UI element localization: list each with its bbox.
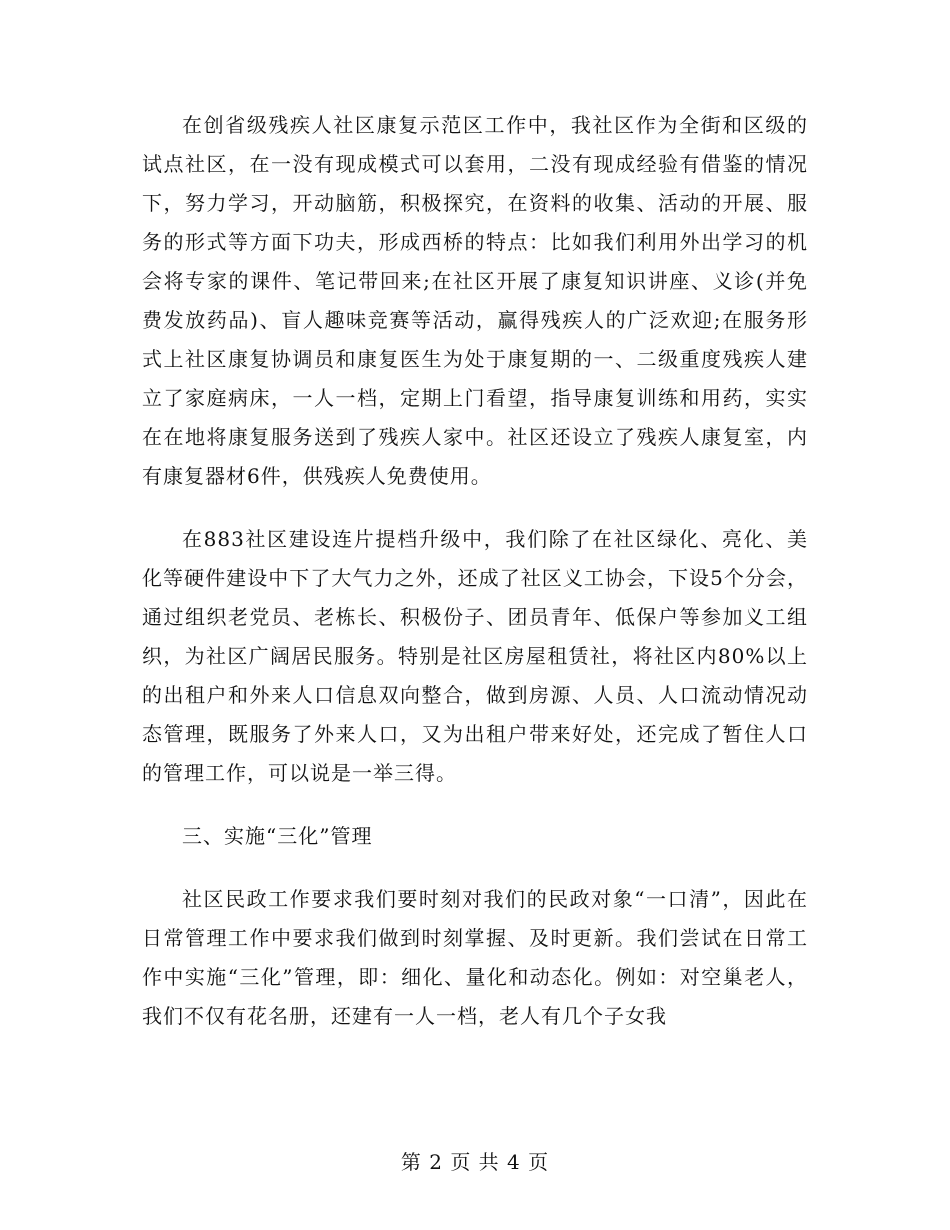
section-heading-three-management: 三、实施“三化”管理	[182, 824, 373, 848]
paragraph-community-upgrade: 在883社区建设连片提档升级中，我们除了在社区绿化、亮化、美化等硬件建设中下了大气力之外，还成了社区义工协会，下设5个分会，通过组织老党员、老栋长、积极份子、团员青年、低保户等参加义工组织，为社区广阔居民服务。特别是社区房屋租赁社，将社区内80%以上的出租户和外来人口信息双向整合，做到房源、人员、人口流动情况动态管理，既服务了外来人口，又为出租户带来好处，还完成了暂住人口的管理工作，可以说是一举三得。	[142, 527, 808, 785]
paragraph-rehab-demonstration: 在创省级残疾人社区康复示范区工作中，我社区作为全街和区级的试点社区，在一没有现成模式可以套用，二没有现成经验有借鉴的情况下，努力学习，开动脑筋，积极探究，在资料的收集、活动的开展、服务的形式等方面下功夫，形成西桥的特点：比如我们利用外出学习的机会将专家的课件、笔记带回来;在社区开展了康复知识讲座、义诊(并免费发放药品)、盲人趣味竞赛等活动，赢得残疾人的广泛欢迎;在服务形式上社区康复协调员和康复医生为处于康复期的一、二级重度残疾人建立了家庭病床，一人一档，定期上门看望，指导康复训练和用药，实实在在地将康复服务送到了残疾人家中。社区还设立了残疾人康复室，内有康复器材6件，供残疾人免费使用。	[142, 113, 808, 488]
paragraph-civil-affairs: 社区民政工作要求我们要时刻对我们的民政对象“一口清”，因此在日常管理工作中要求我们做到时刻掌握、及时更新。我们尝试在日常工作中实施“三化”管理，即：细化、量化和动态化。例如：对空巢老人，我们不仅有花名册，还建有一人一档，老人有几个子女我	[142, 887, 808, 1028]
document-body	[142, 106, 808, 1060]
page-number-footer: 第 2 页 共 4 页	[400, 1150, 550, 1174]
